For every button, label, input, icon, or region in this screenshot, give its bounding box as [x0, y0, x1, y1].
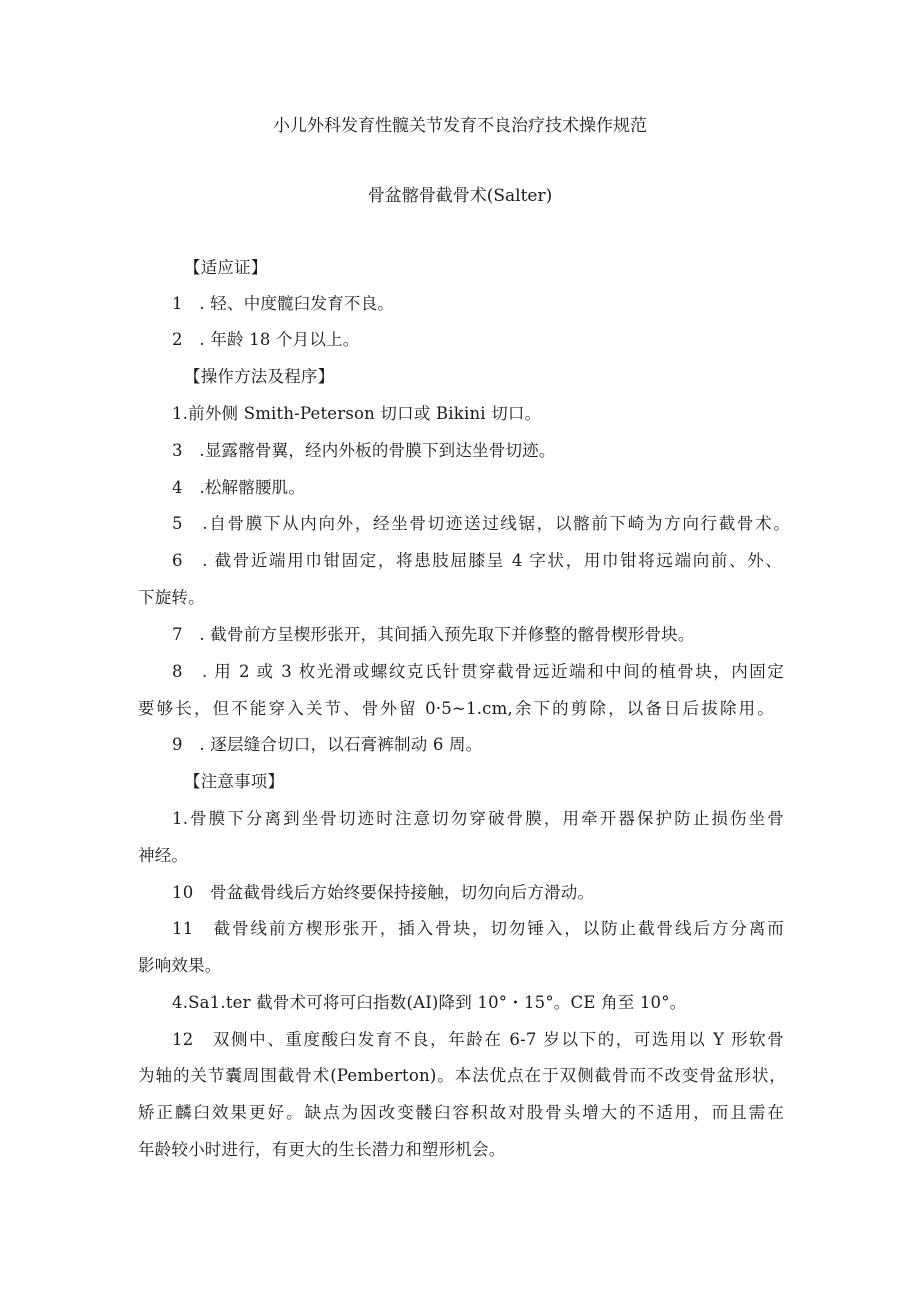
heading-indications: 【适应证】 [184, 258, 268, 277]
heading-procedure: 【操作方法及程序】 [184, 367, 335, 386]
paragraph-line: 12 双侧中、重度酸臼发育不良，年龄在 6-7 岁以下的，可选用以 Y 形软骨 [172, 1030, 784, 1049]
paragraph-line: 下旋转。 [138, 588, 205, 607]
paragraph-line: 年龄较小时进行，有更大的生长潜力和塑形机会。 [138, 1140, 506, 1159]
paragraph-line: 影响效果。 [138, 956, 222, 975]
paragraph-line: 要够长，但不能穿入关节、骨外留 0·5~1.cm,余下的剪除，以备日后拔除用。 [138, 699, 774, 718]
paragraph-line: 1.骨膜下分离到坐骨切迹时注意切勿穿破骨膜，用牵开器保护防止损伤坐骨 [172, 809, 784, 828]
paragraph-line: 5 .自骨膜下从内向外，经坐骨切迹送过线锯，以髂前下崎为方向行截骨术。 [172, 514, 790, 533]
document-title: 小儿外科发育性髋关节发育不良治疗技术操作规范 [273, 116, 647, 136]
paragraph-line: 3 .显露髂骨翼，经内外板的骨膜下到达坐骨切迹。 [172, 441, 556, 460]
paragraph-line: 矫正麟臼效果更好。缺点为因改变髅臼容积故对股骨头增大的不适用，而且需在 [138, 1103, 784, 1122]
paragraph-line: 8 . 用 2 或 3 枚光滑或螺纹克氏针贯穿截骨远近端和中间的植骨块，内固定 [172, 662, 784, 681]
paragraph-line: 11 截骨线前方楔形张开，插入骨块，切勿锤入，以防止截骨线后方分离而 [172, 919, 784, 938]
section-title: 骨盆髂骨截骨术(Salter) [367, 186, 553, 206]
paragraph-line: 10 骨盆截骨线后方始终要保持接触，切勿向后方滑动。 [172, 883, 595, 902]
paragraph-line: 为轴的关节囊周围截骨术(Pemberton)。本法优点在于双侧截骨而不改变骨盆形状， [138, 1066, 786, 1085]
paragraph-line: 1.前外侧 Smith-Peterson 切口或 Bikini 切口。 [172, 404, 542, 423]
paragraph-line: 7 . 截骨前方呈楔形张开，其间插入预先取下并修整的髂骨楔形骨块。 [172, 625, 695, 644]
paragraph-line: 6 . 截骨近端用巾钳固定，将患肢屈膝呈 4 字状，用巾钳将远端向前、外、 [172, 551, 782, 570]
paragraph-line: 1 . 轻、中度髋臼发育不良。 [172, 294, 394, 313]
paragraph-line: 2 . 年龄 18 个月以上。 [172, 330, 360, 349]
heading-notes: 【注意事项】 [184, 772, 285, 791]
paragraph-line: 神经。 [138, 846, 189, 865]
paragraph-line: 4.Sa1.ter 截骨术可将可臼指数(AI)降到 10°・15°。CE 角至 10°。 [172, 993, 687, 1012]
paragraph-line: 4 .松解髂腰肌。 [172, 478, 306, 497]
paragraph-line: 9 . 逐层缝合切口，以石膏裤制动 6 周。 [172, 735, 483, 754]
